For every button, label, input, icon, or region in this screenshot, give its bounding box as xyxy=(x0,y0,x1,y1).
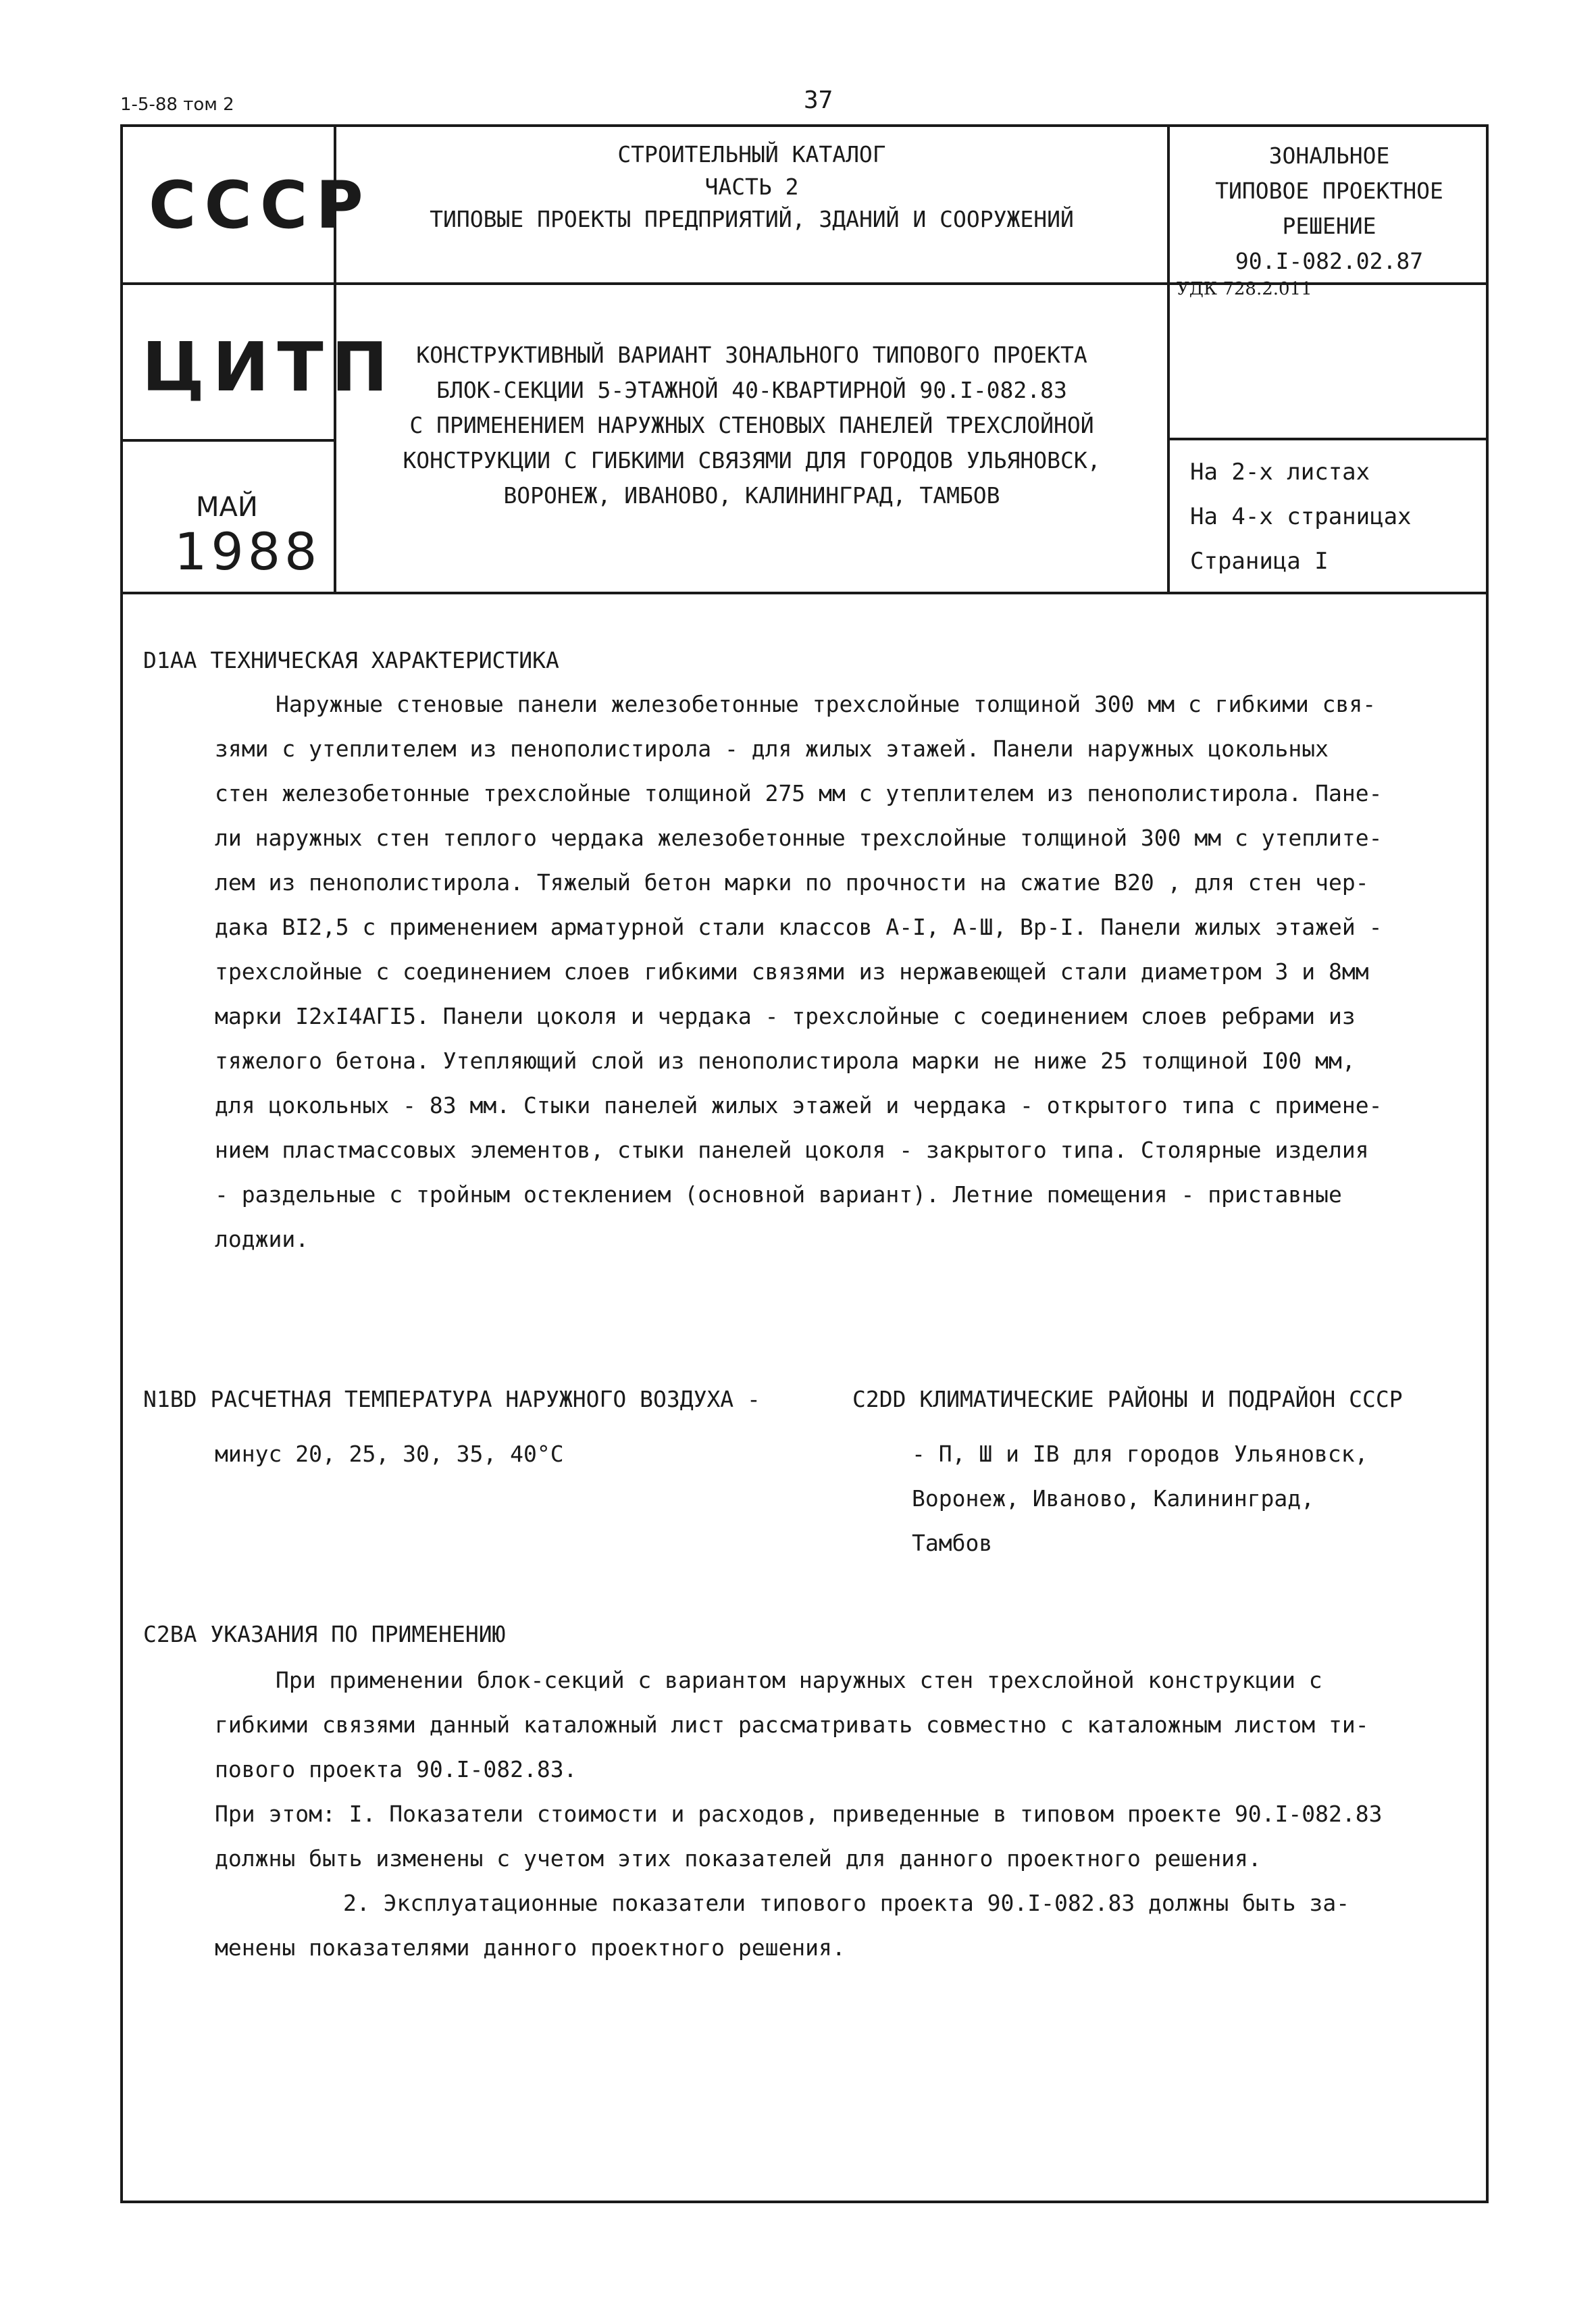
sheets-info xyxy=(1190,450,1412,584)
section-heading-climate: C2DD КЛИМАТИЧЕСКИЕ РАЙОНЫ И ПОДРАЙОН СССР xyxy=(852,1386,1403,1412)
zonal-code: 90.I-082.02.87 xyxy=(1235,248,1424,274)
page-count: На 4-х страницах xyxy=(1190,503,1412,530)
text-line: гибкими связями данный каталожный лист рассматривать совместно с каталожным листом ти- xyxy=(215,1712,1369,1738)
udk-divider xyxy=(1167,438,1489,440)
text-line: нием пластмассовых элементов, стыки панелей цоколя - закрытого типа. Столярные изделия xyxy=(215,1137,1369,1163)
org-logo-sssr: СССР xyxy=(149,168,371,243)
project-title xyxy=(338,338,1166,513)
text-line: При применении блок-секций с вариантом наружных стен трехслойной конструкции с xyxy=(276,1667,1322,1693)
catalog-block xyxy=(338,138,1166,236)
text-line: 2. Эксплуатационные показатели типового проекта 90.I-082.83 должны быть за- xyxy=(343,1890,1350,1916)
text-line: ли наружных стен теплого чердака железобетонные трехслойные толщиной 300 мм с утеплите- xyxy=(215,825,1383,851)
text-line: пового проекта 90.I-082.83. xyxy=(215,1756,577,1782)
text-line: дака ВI2,5 с применением арматурной стали классов А-I, А-Ш, Вр-I. Панели жилых этажей - xyxy=(215,914,1383,940)
section-heading-tech: D1AA ТЕХНИЧЕСКАЯ ХАРАКТЕРИСТИКА xyxy=(143,647,559,673)
section-body-tech xyxy=(215,682,1431,1262)
text-line: менены показателями данного проектного решения. xyxy=(215,1934,846,1961)
text-line: марки I2хI4АГI5. Панели цоколя и чердака - трехслойные с соединением слоев ребрами из xyxy=(215,1003,1356,1029)
issue-month: МАЙ xyxy=(196,492,258,523)
org-logo-citp: ЦИТП xyxy=(142,328,396,407)
udk-code: УДК 728.2.011 xyxy=(1177,279,1312,299)
project-title-line: БЛОК-СЕКЦИИ 5-ЭТАЖНОЙ 40-КВАРТИРНОЙ 90.I-082.83 xyxy=(436,377,1067,403)
text-line: - раздельные с тройным остеклением (основной вариант). Летние помещения - приставные xyxy=(215,1181,1342,1208)
project-title-line: С ПРИМЕНЕНИЕМ НАРУЖНЫХ СТЕНОВЫХ ПАНЕЛЕЙ ТРЕХСЛОЙНОЙ xyxy=(409,412,1094,438)
catalog-subtitle: ТИПОВЫЕ ПРОЕКТЫ ПРЕДПРИЯТИЙ, ЗДАНИЙ И СООРУЖЕНИЙ xyxy=(430,206,1074,232)
project-title-line: КОНСТРУКЦИИ С ГИБКИМИ СВЯЗЯМИ ДЛЯ ГОРОДОВ УЛЬЯНОВСК, xyxy=(403,447,1101,473)
section-heading-temperature: N1BD РАСЧЕТНАЯ ТЕМПЕРАТУРА НАРУЖНОГО ВОЗДУХА - xyxy=(143,1386,761,1412)
text-line: лем из пенополистирола. Тяжелый бетон марки по прочности на сжатие В20 , для стен чер- xyxy=(215,869,1369,896)
text-line: трехслойные с соединением слоев гибкими связями из нержавеющей стали диаметром 3 и 8мм xyxy=(215,958,1369,985)
current-page: Страница I xyxy=(1190,548,1329,575)
sheet-count: На 2-х листах xyxy=(1190,459,1370,486)
issue-year: 1988 xyxy=(174,521,321,582)
zonal-solution-block xyxy=(1173,138,1486,279)
zonal-label: ЗОНАЛЬНОЕ xyxy=(1268,143,1390,169)
text-line: Тамбов xyxy=(912,1530,993,1556)
page-number: 37 xyxy=(804,86,833,114)
section-body-usage xyxy=(215,1658,1444,1970)
text-line: для цокольных - 83 мм. Стыки панелей жилых этажей и чердака - открытого типа с примене- xyxy=(215,1092,1383,1119)
project-title-line: КОНСТРУКТИВНЫЙ ВАРИАНТ ЗОНАЛЬНОГО ТИПОВОГО ПРОЕКТА xyxy=(416,342,1087,368)
text-line: тяжелого бетона. Утепляющий слой из пенополистирола марки не ниже 25 толщиной I00 мм, xyxy=(215,1048,1356,1074)
text-line: зями с утеплителем из пенополистирола - для жилых этажей. Панели наружных цокольных xyxy=(215,736,1329,762)
text-line: стен железобетонные трехслойные толщиной 275 мм с утеплителем из пенополистирола. Пане- xyxy=(215,780,1383,806)
text-line: - П, Ш и IВ для городов Ульяновск, xyxy=(912,1441,1368,1467)
header-bottom-border xyxy=(120,592,1489,594)
zonal-label: ТИПОВОЕ ПРОЕКТНОЕ xyxy=(1215,178,1443,204)
logo-divider xyxy=(120,439,336,442)
text-line: Воронеж, Иваново, Калининград, xyxy=(912,1485,1315,1512)
text-line: Наружные стеновые панели железобетонные трехслойные толщиной 300 мм с гибкими свя- xyxy=(276,691,1376,717)
section-heading-usage: C2BA УКАЗАНИЯ ПО ПРИМЕНЕНИЮ xyxy=(143,1621,506,1647)
zonal-label: РЕШЕНИЕ xyxy=(1282,213,1376,239)
text-line: При этом: I. Показатели стоимости и расходов, приведенные в типовом проекте 90.I-082.83 xyxy=(215,1801,1383,1827)
text-line: должны быть изменены с учетом этих показателей для данного проектного решения. xyxy=(215,1845,1262,1872)
temperature-value: минус 20, 25, 30, 35, 40°С xyxy=(215,1441,564,1467)
series-label: 1-5-88 том 2 xyxy=(120,95,234,115)
right-column-border xyxy=(1167,124,1170,593)
text-line: лоджии. xyxy=(215,1226,309,1252)
section-body-climate xyxy=(912,1432,1368,1566)
project-title-line: ВОРОНЕЖ, ИВАНОВО, КАЛИНИНГРАД, ТАМБОВ xyxy=(503,482,1000,509)
catalog-title: СТРОИТЕЛЬНЫЙ КАТАЛОГ xyxy=(617,141,886,168)
catalog-part: ЧАСТЬ 2 xyxy=(704,174,799,200)
